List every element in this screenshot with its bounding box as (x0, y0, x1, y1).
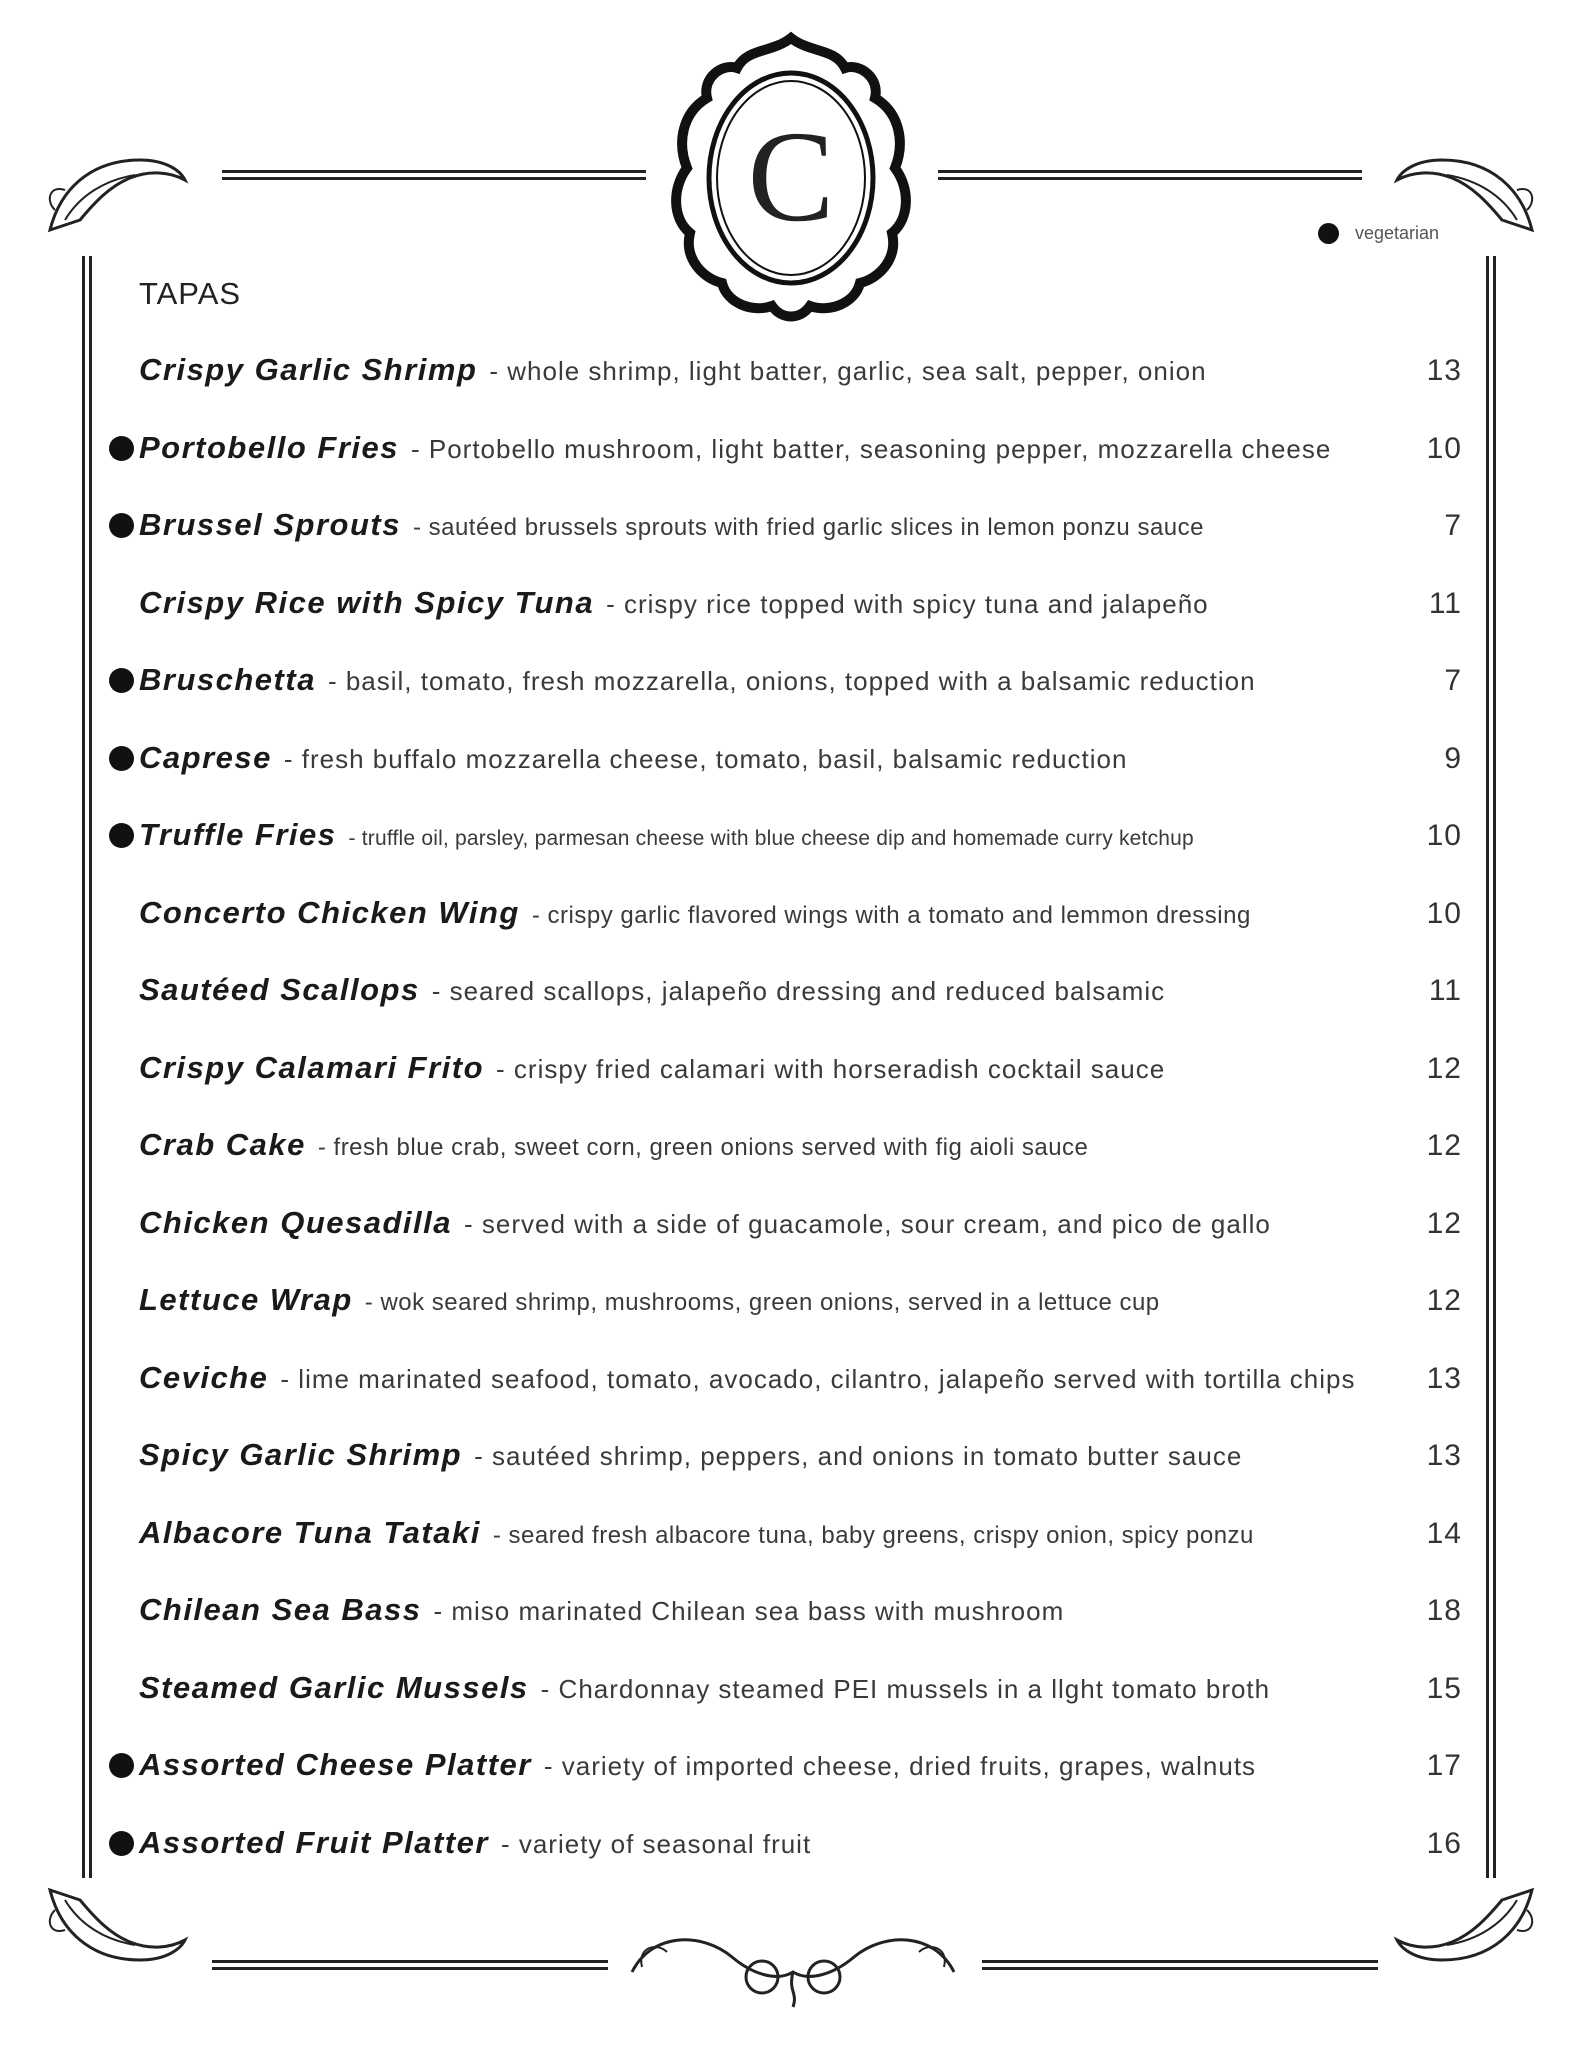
corner-ornament-top-left-icon (40, 140, 190, 240)
menu-item-name: Spicy Garlic Shrimp (139, 1437, 463, 1472)
menu-item (108, 1515, 1462, 1565)
menu-item (108, 895, 1462, 945)
menu-item (108, 1747, 1462, 1797)
menu-item-price: 14 (1426, 1516, 1462, 1550)
menu-item (108, 817, 1462, 867)
menu-item-price: 17 (1426, 1749, 1462, 1782)
menu-item-name: Crispy Calamari Frito (139, 1049, 485, 1085)
menu-item-description: - crispy garlic flavored wings with a tomato and lemmon dressing (531, 901, 1251, 929)
menu-item-description: - seared scallops, jalapeño dressing and reduced balsamic (431, 976, 1166, 1006)
menu-item-name: Brussel Sprouts (139, 507, 401, 542)
menu-item (108, 1127, 1462, 1177)
menu-item-name: Crispy Garlic Shrimp (139, 352, 478, 387)
menu-item-name: Chilean Sea Bass (139, 1592, 422, 1627)
menu-item-price: 10 (1426, 896, 1462, 930)
menu-item-name: Portobello Fries (139, 429, 399, 465)
menu-item (108, 972, 1462, 1022)
menu-item-description: - fresh buffalo mozzarella cheese, tomato, basil, balsamic reduction (283, 743, 1128, 774)
vegetarian-legend (1318, 223, 1439, 244)
menu-item-description: - served with a side of guacamole, sour cream, and pico de gallo (464, 1208, 1271, 1239)
menu-item (108, 1205, 1462, 1255)
menu-item-name: Albacore Tuna Tataki (139, 1514, 481, 1550)
menu-item-description: - variety of seasonal fruit (500, 1828, 812, 1859)
menu-item-description: - lime marinated seafood, tomato, avocado, cilantro, jalapeño served with tortilla chips (280, 1363, 1356, 1394)
menu-item-description: - Chardonnay steamed PEI mussels in a llght tomato broth (540, 1673, 1271, 1704)
menu-item-description: - miso marinated Chilean sea bass with mushroom (433, 1596, 1065, 1626)
menu-item (108, 1670, 1462, 1720)
menu-item-price: 15 (1426, 1671, 1462, 1705)
menu-item (108, 662, 1462, 712)
menu-item-description: - sautéed brussels sprouts with fried garlic slices in lemon ponzu sauce (412, 514, 1204, 541)
menu-item-name: Steamed Garlic Mussels (139, 1669, 529, 1705)
menu-item-name: Concerto Chicken Wing (139, 894, 520, 930)
menu-item (108, 507, 1462, 557)
menu-item (108, 1360, 1462, 1410)
menu-item-price: 13 (1426, 1361, 1462, 1395)
menu-item-price: 9 (1444, 741, 1462, 775)
menu-item-description: - fresh blue crab, sweet corn, green onions served with fig aioli sauce (317, 1134, 1089, 1161)
menu-item-price: 12 (1426, 1051, 1462, 1085)
bottom-scroll-ornament-icon (612, 1912, 974, 2012)
menu-item-name: Bruschetta (139, 662, 316, 697)
monogram-logo (660, 28, 922, 328)
menu-item-price: 16 (1426, 1826, 1462, 1860)
vegetarian-dot-icon (1318, 223, 1339, 244)
menu-item-name: Crispy Rice with Spicy Tuna (139, 584, 595, 620)
menu-item (108, 1437, 1462, 1487)
left-frame-rule (82, 256, 92, 1878)
menu-item-name: Assorted Cheese Platter (139, 1747, 532, 1782)
logo-letter: C (747, 105, 835, 249)
menu-item-price: 10 (1426, 431, 1462, 465)
menu-item (108, 430, 1462, 480)
menu-item-description: - variety of imported cheese, dried fruits, grapes, walnuts (543, 1751, 1257, 1781)
menu-item-description: - seared fresh albacore tuna, baby greens, crispy onion, spicy ponzu (492, 1521, 1254, 1549)
menu-item-name: Ceviche (139, 1359, 269, 1395)
menu-item (108, 1825, 1462, 1875)
menu-item-name: Sautéed Scallops (139, 972, 420, 1007)
menu-item-description: - truffle oil, parsley, parmesan cheese with blue cheese dip and homemade curry ketchup (348, 827, 1194, 850)
menu-item-price: 7 (1444, 664, 1462, 697)
vegetarian-legend-label: vegetarian (1355, 223, 1440, 243)
menu-item-description: - Portobello mushroom, light batter, seasoning pepper, mozzarella cheese (410, 433, 1332, 464)
menu-item-name: Chicken Quesadilla (139, 1204, 452, 1240)
corner-ornament-bottom-left-icon (40, 1880, 190, 1980)
menu-item-description: - crispy fried calamari with horseradish cocktail sauce (496, 1053, 1166, 1084)
menu-item-description: - basil, tomato, fresh mozzarella, onions, topped with a balsamic reduction (327, 666, 1256, 696)
menu-item-name: Crab Cake (139, 1127, 306, 1162)
menu-item-price: 10 (1426, 819, 1462, 852)
menu-item (108, 1592, 1462, 1642)
menu-item-price: 18 (1426, 1594, 1462, 1627)
top-rule-left (222, 170, 646, 180)
menu-item (108, 1050, 1462, 1100)
menu-item-description: - crispy rice topped with spicy tuna and jalapeño (606, 588, 1209, 619)
menu-item (108, 352, 1462, 402)
section-title: TAPAS (139, 276, 242, 311)
bottom-rule-left (212, 1960, 608, 1970)
corner-ornament-bottom-right-icon (1392, 1880, 1542, 1980)
menu-item-price: 12 (1426, 1284, 1462, 1317)
menu-item-name: Lettuce Wrap (139, 1282, 353, 1317)
menu-item-name: Truffle Fries (139, 817, 337, 852)
menu-item-price: 12 (1426, 1206, 1462, 1240)
right-frame-rule (1486, 256, 1496, 1878)
menu-item-description: - whole shrimp, light batter, garlic, sea salt, pepper, onion (489, 356, 1207, 386)
menu-item-price: 11 (1428, 974, 1462, 1007)
menu-item-name: Assorted Fruit Platter (139, 1824, 489, 1860)
menu-item-description: - wok seared shrimp, mushrooms, green onions, served in a lettuce cup (364, 1289, 1160, 1316)
menu-item-price: 12 (1426, 1129, 1462, 1162)
menu-item-price: 11 (1428, 586, 1462, 620)
menu-item-name: Caprese (139, 739, 272, 775)
menu-item-description: - sautéed shrimp, peppers, and onions in tomato butter sauce (474, 1441, 1243, 1471)
menu-item (108, 585, 1462, 635)
bottom-rule-right (982, 1960, 1378, 1970)
top-rule-right (938, 170, 1362, 180)
menu-item (108, 740, 1462, 790)
menu-item-price: 13 (1426, 354, 1462, 387)
menu-item-price: 13 (1426, 1439, 1462, 1472)
menu-item (108, 1282, 1462, 1332)
menu-item-price: 7 (1444, 509, 1462, 542)
